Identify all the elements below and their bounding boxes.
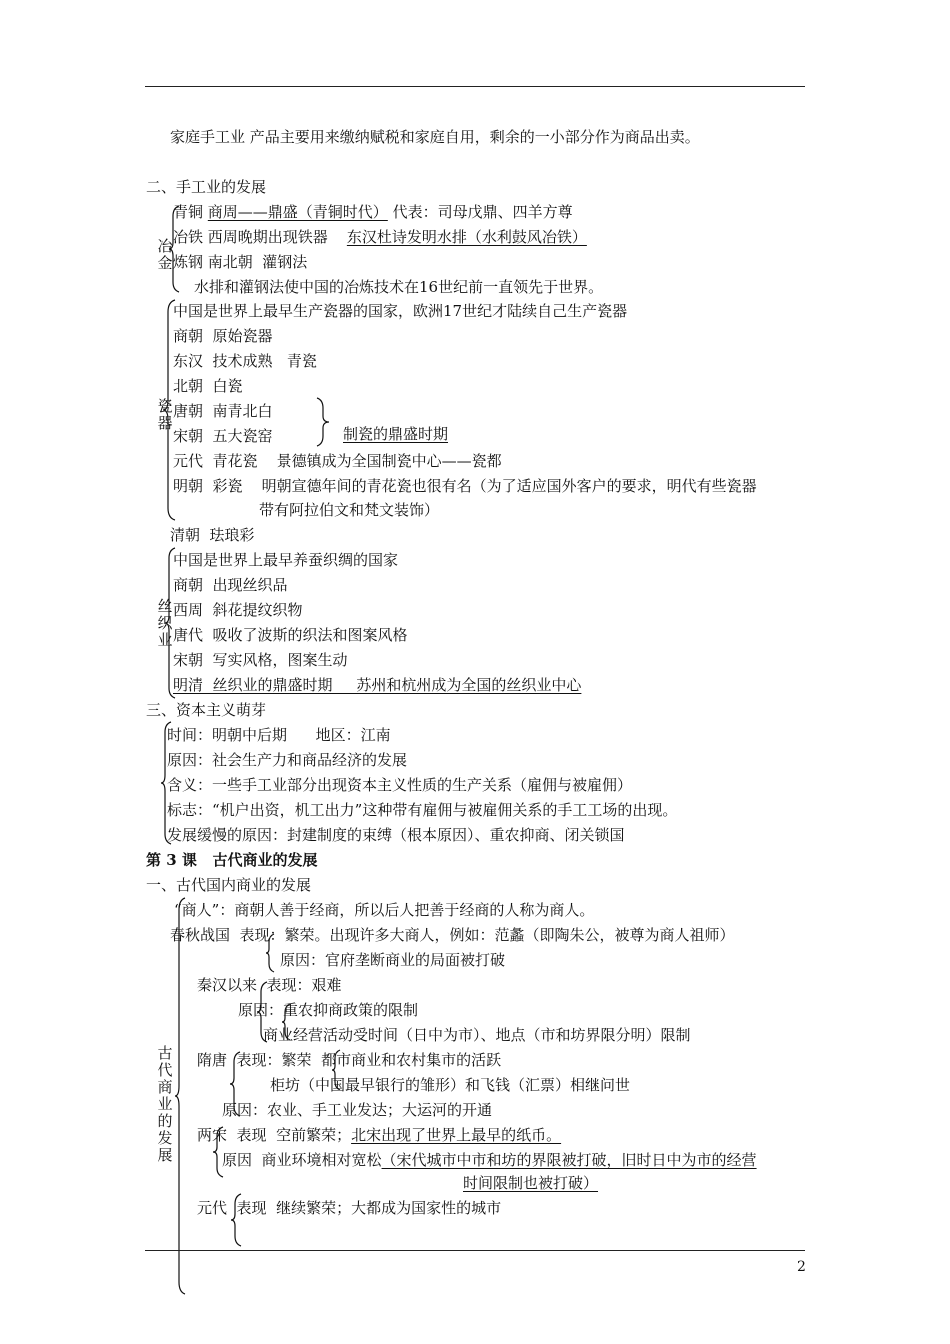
commerce-label: 古代商业的发展 [157,1044,173,1164]
song-a [197,1126,561,1144]
silk-song: 宋朝 写实风格，图案生动 [173,651,348,669]
song-a-note: 北宋出现了世界上最早的纸币。 [351,1126,562,1144]
silk-intro: 中国是世界上最早养蚕织绸的国家 [173,551,399,569]
porcelain-donghan: 东汉 技术成熟 青瓷 [173,352,317,370]
song-b-cont: 时间限制也被打破） [463,1174,599,1192]
lesson3-title: 第 3 课 古代商业的发展 [146,851,318,869]
cap-slow: 发展缓慢的原因：封建制度的束缚（根本原因）、重农抑商、闭关锁国 [167,826,625,844]
porcelain-intro: 中国是世界上最早生产瓷器的国家，欧洲17世纪才陆续自己生产瓷器 [173,302,628,320]
porcelain-ming-cont: 带有阿拉伯文和梵文装饰） [259,501,440,519]
silk-shang: 商朝 出现丝织品 [173,576,288,594]
silk-label: 丝织业 [157,597,173,649]
chunqiu-a: 春秋战国 表现：繁荣。出现许多大商人，例如：范蠡（即陶朱公，被尊为商人祖师） [170,926,735,944]
song-a-text: 两宋 表现 空前繁荣； [197,1126,352,1144]
section3-heading: 三、资本主义萌芽 [146,701,267,719]
chunqiu-brace [265,934,275,972]
iron-line [173,228,587,246]
lesson3-sub1: 一、古代国内商业的发展 [146,876,312,894]
yuan-a: 元代 表现 继续繁荣；大都成为国家性的城市 [197,1199,502,1217]
porcelain-peak: 制瓷的鼎盛时期 [343,425,449,443]
song-b [222,1151,757,1169]
suitang-c: 原因：农业、手工业发达；大运河的开通 [222,1101,493,1119]
cap-sign: 标志：“机户出资，机工出力”这种带有雇佣与被雇佣关系的手工工场的出现。 [167,801,678,819]
qinhan-a: 秦汉以来 表现：艰难 [197,976,342,994]
chunqiu-b: 原因：官府垄断商业的局面被打破 [280,951,506,969]
suitang-b: 柜坊（中国最早银行的雏形）和飞钱（汇票）相继问世 [270,1076,631,1094]
commerce-brace [174,898,186,1294]
porcelain-yuan: 元代 青花瓷 景德镇成为全国制瓷中心——瓷都 [173,452,502,470]
porcelain-label: 瓷器 [157,397,173,432]
steel-line: 炼钢 南北朝 灌钢法 [173,253,308,271]
qinhan-b: 原因：重农抑商政策的限制 [238,1001,419,1019]
porcelain-shang: 商朝 原始瓷器 [173,327,273,345]
porcelain-beichao: 北朝 白瓷 [173,377,243,395]
qinhan-c: 商业经营活动受时间（日中为市）、地点（市和坊界限分明）限制 [263,1026,691,1044]
porcelain-qing: 清朝 珐琅彩 [170,526,255,544]
porcelain-ming: 明朝 彩瓷 明朝宣德年间的青花瓷也很有名（为了适应国外客户的要求，明代有些瓷器 [173,477,757,495]
bronze-era: 青铜 [173,203,204,221]
page-number: 2 [797,1259,806,1275]
section2-heading: 二、手工业的发展 [146,178,267,196]
iron-note: 东汉杜诗发明水排（水利鼓风冶铁） [346,228,587,246]
footer-rule [145,1250,805,1251]
silk-xizhou: 西周 斜花提纹织物 [173,601,303,619]
bronze-line [173,203,573,221]
bronze-rep: 代表：司母戊鼎、四羊方尊 [387,203,573,221]
steel-note: 水排和灌钢法使中国的冶炼技术在16世纪前一直领先于世界。 [194,278,604,296]
cap-time: 时间：明朝中后期 地区：江南 [167,726,391,744]
peak-brace [316,398,330,446]
bronze-period: 商周——鼎盛（青铜时代） [207,203,388,221]
silk-tang: 唐代 吸收了波斯的织法和图案风格 [173,626,408,644]
porcelain-song: 宋朝 五大瓷窑 [173,427,273,445]
cap-meaning: 含义：一些手工业部分出现资本主义性质的生产关系（雇佣与被雇佣） [167,776,633,794]
silk-mingqing: 明清 丝织业的鼎盛时期 苏州和杭州成为全国的丝织业中心 [173,676,582,694]
metal-label: 冶金 [157,237,173,272]
header-rule [145,86,805,87]
song-b-text: 原因 商业环境相对宽松 [222,1151,382,1169]
intro-line: 家庭手工业 产品主要用来缴纳赋税和家庭自用，剩余的一小部分作为商品出卖。 [170,128,700,146]
song-b-note: （宋代城市中市和坊的界限被打破，旧时日中为市的经营 [381,1151,757,1169]
shangren-line: “商人”：商朝人善于经商，所以后人把善于经商的人称为商人。 [174,901,595,919]
yuan-brace [230,1194,242,1246]
porcelain-tang: 唐朝 南青北白 [173,402,273,420]
suitang-a: 隋唐 表现：繁荣 都市商业和农村集市的活跃 [197,1051,502,1069]
iron-main: 冶铁 西周晚期出现铁器 [173,228,328,246]
cap-cause: 原因：社会生产力和商品经济的发展 [167,751,408,769]
